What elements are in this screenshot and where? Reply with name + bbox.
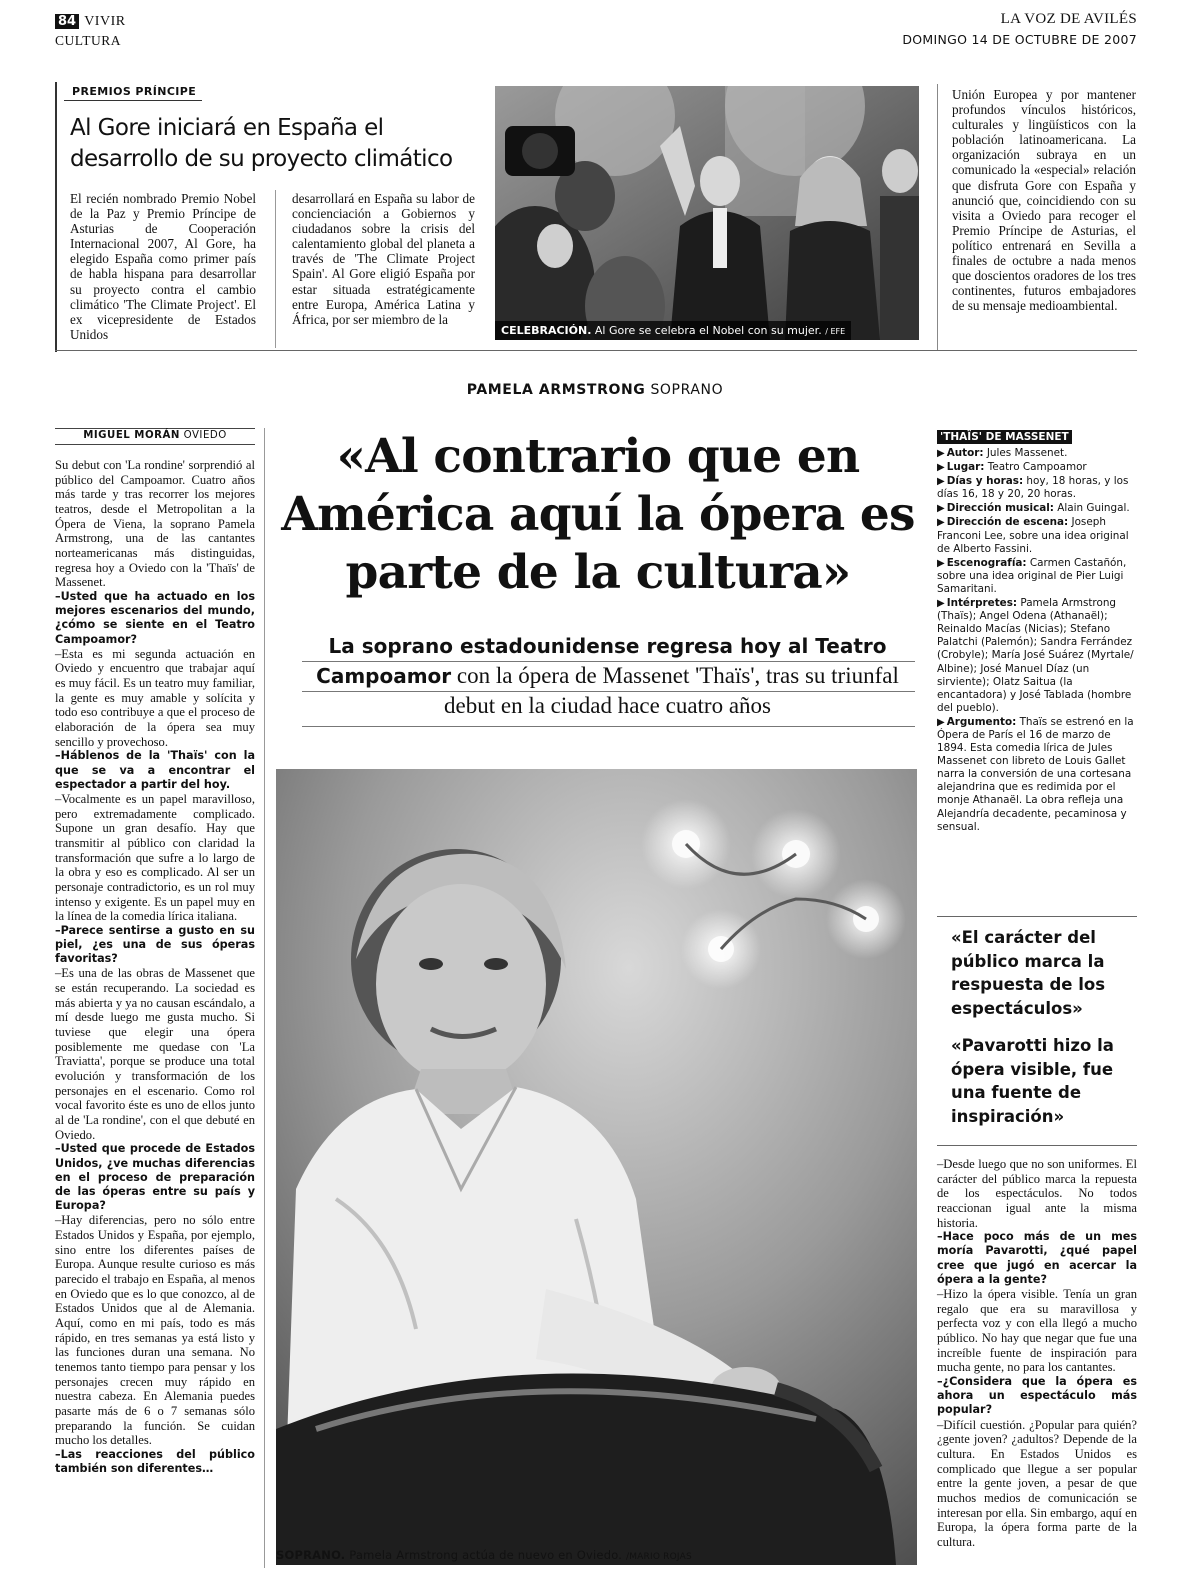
byline-top-rule [55, 428, 255, 429]
fact-box [937, 425, 1137, 835]
fact-text: Alain Guingal. [1057, 502, 1130, 515]
top-story-kicker: PREMIOS PRÍNCIPE [72, 85, 197, 98]
fact-text: Joseph Franconi Lee, sobre una idea original de Alberto Fassini. [937, 516, 1129, 555]
top-photo-caption [495, 321, 851, 340]
top-photo-caption-text: Al Gore se celebra el Nobel con su mujer. [594, 324, 822, 337]
fact-item [937, 516, 1137, 555]
top-story-headline: Al Gore iniciará en España el desarrollo de su proyecto climático [70, 115, 453, 172]
interview-right-column [937, 1157, 1137, 1550]
pullquote-bottom-rule [937, 1145, 1137, 1146]
interview-intro: Su debut con 'La rondine' sorprendió al público del Campoamor. Cuatro años más tarde y tras recorrer los mejores teatros, desde el Metropolitan a la Ópera de Viena, la soprano Pamela Armstrong, una de las cantantes norteamericanas más distinguidas, regresa hoy a Oviedo con la 'Thaïs' de Massenet. [55, 458, 255, 590]
top-story-col3: Unión Europea y por mantener profundos vínculos históricos, culturales y lingüísticos con la población latinoamericana. La organización subraya en un comunicado la «especial» relación que disfruta Gore con España y anunció que, coincidiendo con su visita a Oviedo para recoger el Premio Príncipe de Asturias, el político entrenará en Sevilla a finales de octubre a nada menos que doscientos oradores de los tres continentes, futuros embajadores de su mensaje medioambiental. [952, 87, 1136, 314]
fact-text: Pamela Armstrong (Thaïs); Angel Odena (Athanaël); Reinaldo Macías (Nicias); Stefano Palatchi (Palemón); Sandra Ferrández (Crobyle); María José Suárez (Myrtale/ Albine); José Manuel Díaz (un sirviente); Olatz Saitua (la encantadora) y José Tablada (hombre del pueblo). [937, 597, 1134, 714]
fact-text: Carmen Castañón, sobre una idea original de Pier Luigi Samaritani. [937, 556, 1127, 595]
byline [55, 430, 255, 441]
interview-topic [0, 382, 1190, 398]
fact-label: Intérpretes: [946, 597, 1018, 610]
fact-label: Autor: [946, 447, 984, 459]
soprano-photo-caption [276, 1548, 692, 1562]
byline-place: OVIEDO [183, 430, 227, 441]
soprano-photo [276, 769, 917, 1565]
qa-question: –Usted que ha actuado en los mejores escenarios del mundo, ¿cómo se siente en el Teatro Campoamor? [55, 589, 255, 646]
fact-item [937, 447, 1137, 460]
soprano-caption-text: Pamela Armstrong actúa de nuevo en Oviedo. [349, 1548, 623, 1562]
byline-bottom-rule [55, 444, 255, 445]
soprano-photo-image [276, 769, 917, 1565]
arrow-right-icon: ▶ [937, 462, 945, 474]
top-story-column-rule-2 [275, 190, 276, 348]
fact-item [937, 597, 1137, 715]
top-story-bottom-rule [55, 350, 1137, 351]
interview-left-column [55, 458, 255, 1476]
top-story-col1: El recién nombrado Premio Nobel de la Paz y Premio Príncipe de Asturias de Cooperación Internacional 2007, Al Gore, ha elegido España como primer país de habla hispana para desarrollar su proyecto contra el cambio climático 'The Climate Project'. El ex vicepresidente de Estados Unidos [70, 191, 256, 342]
fact-item [937, 502, 1137, 515]
fact-text: Thaïs se estrenó en la Ópera de París el 16 de marzo de 1894. Esta comedia lírica de Jules Massenet con libreto de Louis Gallet narra la conversión de una cortesana alejandrina que es redimida por el monje Athanaël. La obra refleja una Alejandría decadente, pecaminosa y sensual. [937, 715, 1134, 833]
fact-label: Dirección de escena: [946, 516, 1069, 529]
interview-topic-name: PAMELA ARMSTRONG [466, 382, 646, 398]
top-photo-caption-label: CELEBRACIÓN. [501, 324, 592, 337]
fact-label: Dirección musical: [946, 502, 1054, 515]
fact-text: hoy, 18 horas, y los días 16, 18 y 20, 20 horas. [937, 475, 1129, 501]
soprano-photo-credit: /MARIO ROJAS [625, 1552, 692, 1562]
subsection-name: CULTURA [55, 33, 122, 48]
fact-label: Días y horas: [946, 475, 1024, 488]
pullquote-1: «El carácter del público marca la respuesta de los espectáculos» [951, 928, 1106, 1018]
fact-item [937, 475, 1137, 501]
arrow-right-icon: ▶ [937, 503, 945, 515]
arrow-right-icon: ▶ [937, 517, 945, 529]
qa-question: –¿Considera que la ópera es ahora un espectáculo más popular? [937, 1375, 1137, 1417]
arrow-right-icon: ▶ [937, 716, 945, 728]
top-story-left-rule [55, 82, 57, 352]
qa-question: –Háblenos de la 'Thaïs' con la que se va a encontrar el espectador a partir del hoy. [55, 749, 255, 791]
fact-item [937, 461, 1137, 474]
issue-date: DOMINGO 14 DE OCTUBRE DE 2007 [902, 32, 1137, 47]
al-gore-photo-image [495, 86, 919, 340]
pullquote-2: «Pavarotti hizo la ópera visible, fue una fuente de inspiración» [951, 1036, 1114, 1126]
fact-label: Escenografía: [946, 556, 1027, 569]
qa-question: –Usted que procede de Estados Unidos, ¿ve muchas diferencias en el proceso de preparación de las óperas entre su país y Europa? [55, 1142, 255, 1213]
subtitle-rule-1 [302, 661, 915, 662]
qa-question: –Hace poco más de un mes moría Pavarotti, ¿qué papel cree que jugó en acercar la ópera a la gente? [937, 1230, 1137, 1286]
fact-box-bottom-rule [937, 916, 1137, 917]
qa-answer: –Es una de las obras de Massenet que se están recuperando. La sociedad es más abierta y ya no causan escándalo, a mí desde luego me gusta mucho. Si tuviese que elegir una ópera posiblemente me quedase con 'La Traviatta', porque se produce una total evolución y transformación de los personajes en el escenario. Como rol vocal favorito éste es uno de ellos junto al de 'La rondine', con el que debuté en Oviedo. [55, 966, 256, 1142]
top-story-col2: desarrollará en España su labor de concienciación a Gobiernos y ciudadanos sobre la crisis del calentamiento global del planeta a través de 'The Climate Project Spain'. Al Gore eligió España por estar situada estratégicamente entre Europa, América Latina y África, por ser miembro de la [292, 191, 475, 327]
kicker-underline [64, 100, 202, 101]
fact-text: Teatro Campoamor [987, 461, 1087, 474]
page-number: 84 [55, 14, 79, 29]
newspaper-name: LA VOZ DE AVILÉS [1000, 11, 1137, 27]
fact-box-title: 'THAÏS' DE MASSENET [937, 430, 1072, 444]
subtitle-rule-3 [302, 726, 915, 727]
interview-topic-role: SOPRANO [650, 382, 724, 398]
soprano-caption-label: SOPRANO. [276, 1548, 346, 1562]
qa-answer: –Hizo la ópera visible. Tenía un gran regalo que era su maravillosa y perfecta voz y con ella llegó a mucho público. No hay que negar que fue una increíble fuente de inspiración para mucha gente, no para los cantantes. [937, 1287, 1137, 1375]
arrow-right-icon: ▶ [937, 448, 945, 459]
fact-text: Jules Massenet. [986, 447, 1068, 459]
interview-subtitle [300, 631, 915, 720]
fact-item [937, 716, 1137, 834]
interview-subtitle-rest: con la ópera de Massenet 'Thaïs', tras su triunfal debut en la ciudad hace cuatro años [444, 663, 899, 718]
fact-item [937, 557, 1137, 596]
arrow-right-icon: ▶ [937, 476, 945, 488]
page-header-left [55, 10, 126, 49]
qa-question: –Parece sentirse a gusto en su piel, ¿es una de sus óperas favoritas? [55, 923, 255, 966]
byline-name: MIGUEL MORÁN [83, 430, 180, 441]
arrow-right-icon: ▶ [937, 598, 945, 610]
section-name: VIVIR [84, 14, 126, 29]
qa-answer: –Difícil cuestión. ¿Popular para quién? ¿gente joven? ¿adultos? Depende de la cultura. En Estados Unidos es complicado que llegue a ser popular entre la gente joven, a pesar de que muchos medios de comunicación se interesan por ella. Sin embargo, aquí en Europa, la ópera forma parte de la cultura. [937, 1417, 1137, 1549]
interview-title: «Al contrario que en América aquí la ópera es parte de la cultura» [281, 429, 915, 600]
al-gore-photo [495, 86, 919, 340]
fact-label: Lugar: [946, 461, 985, 474]
left-column-rule [264, 428, 265, 1568]
qa-answer: –Vocalmente es un papel maravilloso, pero extremadamente complicado. Supone un gran desafío. Hay que transmitir al público con claridad la transformación que sufre a lo largo de la obra y eso es complicado. Al ser un personaje contradictorio, es un rol muy intenso y exigente. Es un papel muy en la línea de la comedia lírica italiana. [55, 791, 255, 924]
qa-question: –Las reacciones del público también son diferentes… [55, 1447, 255, 1476]
qa-answer: –Esta es mi segunda actuación en Oviedo y encuentro que trabajar aquí es muy fácil. Es un teatro muy familiar, la gente es muy amable y solícita y todo eso contribuye a que el proceso de elaboración de la ópera sea muy sencillo y provechoso. [55, 646, 255, 749]
page-header-right [902, 11, 1137, 47]
fact-label: Argumento: [946, 715, 1017, 728]
top-story-column-rule [937, 84, 938, 350]
qa-answer: –Desde luego que no son uniformes. El carácter del público marca la repuesta de los espectáculos. No todos reaccionan igual ante la misma historia. [937, 1157, 1137, 1230]
qa-answer: –Hay diferencias, pero no sólo entre Estados Unidos y España, por ejemplo, sino entre los diferentes países de Europa. Aunque resulte curioso es más parecido el trabajo en España, al menos en Oviedo que es lo que conozco, al de Estados Unidos que al de Alemania. Aquí, como en mi país, todo es más rápido, en tres semanas ya está listo y las funciones duran una semana. No tenemos tanto tiempo para pensar y los personajes crecen muy rápido en nuestra cabeza. En Alemania puedes pasarte más de 6 o 7 semanas sólo preparando la función. Se cuidan mucho los detalles. [55, 1213, 255, 1448]
interview-subtitle-bold: La soprano estadounidense regresa hoy al Teatro Campoamor [316, 634, 887, 688]
arrow-right-icon: ▶ [937, 557, 945, 569]
subtitle-rule-2 [302, 691, 915, 692]
top-photo-credit: / EFE [825, 327, 846, 336]
